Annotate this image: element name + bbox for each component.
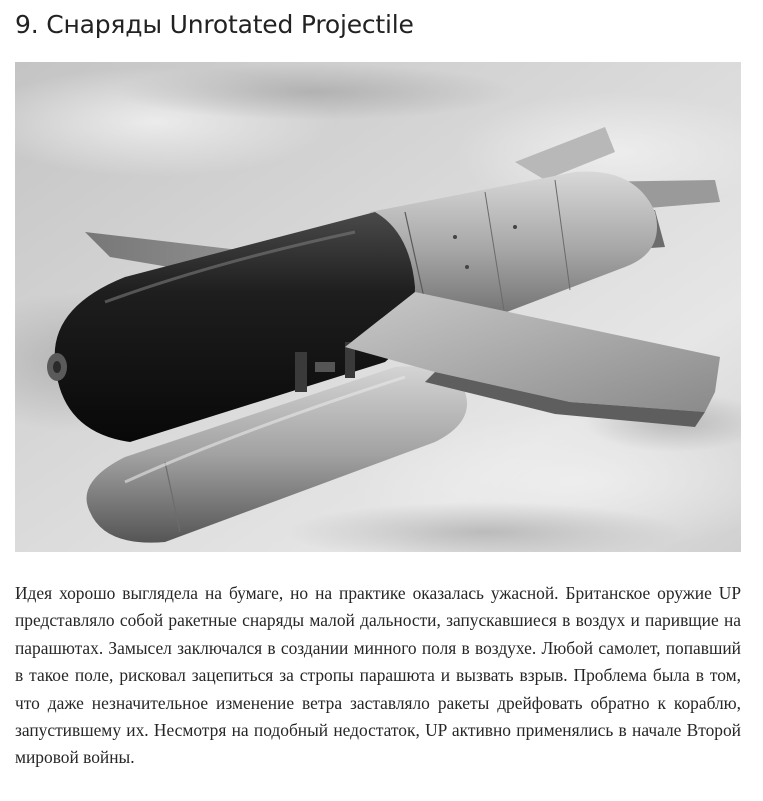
- article-title: 9. Снаряды Unrotated Projectile: [15, 10, 414, 39]
- article-paragraph: Идея хорошо выглядела на бумаге, но на практике оказалась ужасной. Британское оружие UP представляло собой ракетные снаряды малой дальности, запускавшиеся в воздух и паривщие на парашютах. Замысел заключался в создании минного поля в воздухе. Любой самолет, попавший в такое поле, рисковал зацепиться за стропы парашюта и вызвать взрыв. Проблема была в том, что даже незначительное изменение ветра заставляло ракеты дрейфовать обратно к кораблю, запустившему их. Несмотря на подобный недостаток, UP активно применялись в начале Второй мировой войны.: [15, 583, 741, 768]
- article-photo: [15, 62, 741, 552]
- missile-photo-icon: [15, 62, 741, 552]
